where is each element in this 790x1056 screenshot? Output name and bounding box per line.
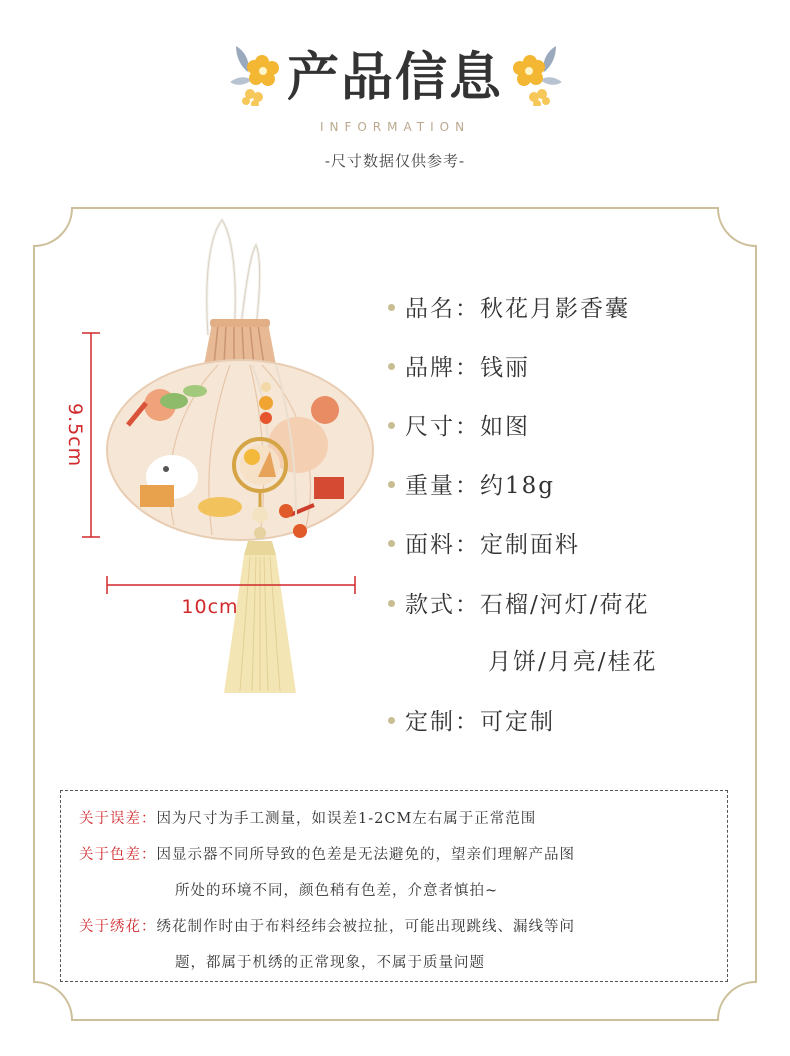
note-label: 关于绣花： — [79, 919, 157, 935]
spec-row-fabric — [388, 526, 748, 562]
bullet-dot-icon — [388, 422, 395, 429]
spec-label: 重量： — [405, 473, 480, 499]
spec-value: 钱丽 — [480, 355, 530, 381]
spec-row-custom — [388, 703, 748, 739]
bullet-dot-icon — [388, 717, 395, 724]
bullet-dot-icon — [388, 540, 395, 547]
spec-value-continued: 月饼/月亮/桂花 — [488, 649, 658, 675]
spec-value: 如图 — [480, 414, 530, 440]
spec-label: 款式： — [405, 592, 480, 618]
spec-row-brand — [388, 349, 748, 385]
spec-row-size — [388, 408, 748, 444]
note-text: 因为尺寸为手工测量，如误差1-2CM左右属于正常范围 — [156, 811, 537, 827]
spec-row-style — [388, 586, 748, 622]
bullet-dot-icon — [388, 363, 395, 370]
spec-label: 品名： — [405, 296, 480, 322]
note-color — [79, 843, 575, 864]
spec-row-name — [388, 290, 748, 326]
page-title: 产品信息 — [286, 47, 503, 108]
notes-box — [60, 790, 728, 982]
spec-label: 品牌： — [405, 355, 480, 381]
bullet-dot-icon — [388, 600, 395, 607]
spec-value: 定制面料 — [480, 532, 580, 558]
note-text: 绣花制作时由于布料经纬会被拉扯，可能出现跳线、漏线等问 — [156, 919, 575, 935]
width-dimension-label: 10cm — [181, 596, 239, 618]
reference-note: -尺寸数据仅供参考- — [324, 152, 466, 170]
spec-label: 面料： — [405, 532, 480, 558]
spec-value: 约18g — [480, 473, 555, 499]
note-color-continued: 所处的环境不同，颜色稍有色差，介意者慎拍~ — [175, 883, 499, 899]
spec-label: 尺寸： — [405, 414, 480, 440]
spec-value: 石榴/河灯/荷花 — [480, 592, 650, 618]
note-text: 因显示器不同所导致的色差是无法避免的，望亲们理解产品图 — [156, 847, 575, 863]
height-dimension-label: 9.5cm — [64, 402, 86, 468]
spec-label: 定制： — [405, 709, 480, 735]
note-label: 关于色差： — [79, 847, 157, 863]
page-subtitle: INFORMATION — [319, 120, 471, 134]
bullet-dot-icon — [388, 304, 395, 311]
note-label: 关于误差： — [79, 811, 157, 827]
spec-value: 可定制 — [480, 709, 555, 735]
note-error — [79, 807, 536, 828]
note-embroidery-continued: 题，都属于机绣的正常现象，不属于质量问题 — [175, 955, 485, 971]
note-embroidery — [79, 915, 575, 936]
bullet-dot-icon — [388, 481, 395, 488]
spec-value: 秋花月影香囊 — [480, 296, 630, 322]
spec-row-weight — [388, 467, 748, 503]
